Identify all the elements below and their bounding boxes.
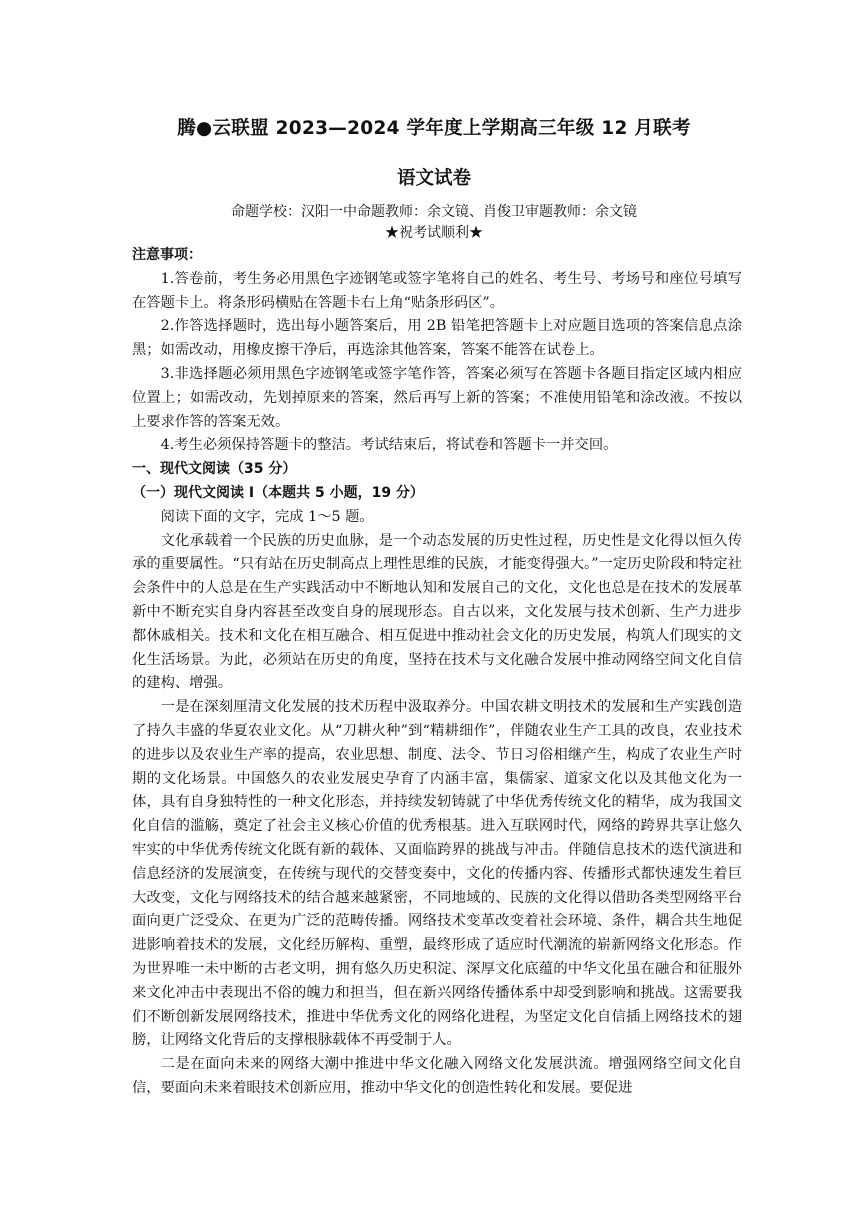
reading-passage bbox=[132, 530, 742, 1101]
exam-body bbox=[132, 244, 742, 1101]
notice-item-3: 3.非选择题必须用黑色字迹钢笔或签字笔作答，答案必须写在答题卡各题目指定区域内相应位置上；如需改动，先划掉原来的答案，然后再写上新的答案；不准使用铅笔和涂改液。不按以上要求作答的答案无效。 bbox=[132, 365, 742, 430]
passage-paragraph-2: 一是在深刻厘清文化发展的技术历程中汲取养分。中国农耕文明技术的发展和生产实践创造了持久丰盛的华夏农业文化。从“刀耕火种”到“精耕细作”，伴随农业生产工具的改良，农业技术的进步以及农业生产率的提高，农业思想、制度、法令、节日习俗相继产生，构成了农业生产时期的文化场景。中国悠久的农业发展史孕育了内涵丰富，集儒家、道家文化以及其他文化为一体，具有自身独特性的一种文化形态，并持续发轫铸就了中华优秀传统文化的精华，成为我国文化自信的滥觞，奠定了社会主义核心价值的优秀根基。进入互联网时代，网络的跨界共享让悠久牢实的中华优秀传统文化既有新的载体、又面临跨界的挑战与冲击。伴随信息技术的迭代演进和信息经济的发展演变，在传统与现代的交替变奏中，文化的传播内容、传播形式都快速发生着巨大改变，文化与网络技术的结合越来越紧密，不同地域的、民族的文化得以借助各类型网络平台面向更广泛受众、在更为广泛的范畴传播。网络技术变革改变着社会环境、条件，耦合共生地促进影响着技术的发展，文化经历解构、重塑，最终形成了适应时代潮流的崭新网络文化形态。作为世界唯一未中断的古老文明，拥有悠久历史积淀、深厚文化底蕴的中华文化虽在融合和征服外来文化冲击中表现出不俗的魄力和担当，但在新兴网络传播体系中却受到影响和挑战。这需要我们不断创新发展网络技术，推进中华优秀文化的网络化进程，为坚定文化自信插上网络技术的翅膀，让网络文化背后的支撑根脉载体不再受制于人。 bbox=[132, 699, 742, 1049]
passage-paragraph-1: 文化承载着一个民族的历史血脉，是一个动态发展的历史性过程，历史性是文化得以恒久传承的重要属性。“只有站在历史制高点上理性思维的民族，才能变得强大。”一定历史阶段和特定社会条件中的人总是在生产实践活动中不断地认知和发展自己的文化，文化也总是在技术的发展革新中不断充实自身内容甚至改变自身的展现形态。自古以来，文化发展与技术创新、生产力进步都休戚相关。技术和文化在相互融合、相互促进中推动社会文化的历史发展，构筑人们现实的文化生活场景。为此，必须站在历史的角度，坚持在技术与文化融合发展中推动网络空间文化自信的建构、增强。 bbox=[132, 532, 742, 692]
reading-instruction: 阅读下面的文字，完成 1～5 题。 bbox=[160, 508, 374, 525]
subsection-heading: （一）现代文阅读 I（本题共 5 小题，19 分） bbox=[132, 484, 424, 501]
passage-paragraph-3: 二是在面向未来的网络大潮中推进中华文化融入网络文化发展洪流。增强网络空间文化自信，要面向未来着眼技术创新应用，推动中华文化的创造性转化和发展。要促进 bbox=[132, 1056, 742, 1096]
notice-item-1: 1.答卷前，考生务必用黑色字迹钢笔或签字笔将自己的姓名、考生号、考场号和座位号填写在答题卡上。将条形码横贴在答题卡右上角“贴条形码区”。 bbox=[132, 270, 742, 311]
exam-title: 腾●云联盟 2023—2024 学年度上学期高三年级 12 月联考 bbox=[177, 118, 691, 139]
notice-item-4: 4.考生必须保持答题卡的整洁。考试结束后，将试卷和答题卡一并交回。 bbox=[160, 437, 618, 454]
notice-heading: 注意事项： bbox=[132, 247, 202, 263]
notice-item-2: 2.作答选择题时，选出每小题答案后，用 2B 铅笔把答题卡上对应题目选项的答案信息点涂黑；如需改动，用橡皮擦干净后，再选涂其他答案，答案不能答在试卷上。 bbox=[132, 318, 742, 359]
authors-line: 命题学校：汉阳一中命题教师：余文镜、肖俊卫审题教师：余文镜 bbox=[231, 204, 637, 220]
section-heading: 一、现代文阅读（35 分） bbox=[132, 461, 297, 478]
wish-line: ★祝考试顺利★ bbox=[385, 225, 483, 241]
exam-subtitle: 语文试卷 bbox=[396, 168, 471, 189]
